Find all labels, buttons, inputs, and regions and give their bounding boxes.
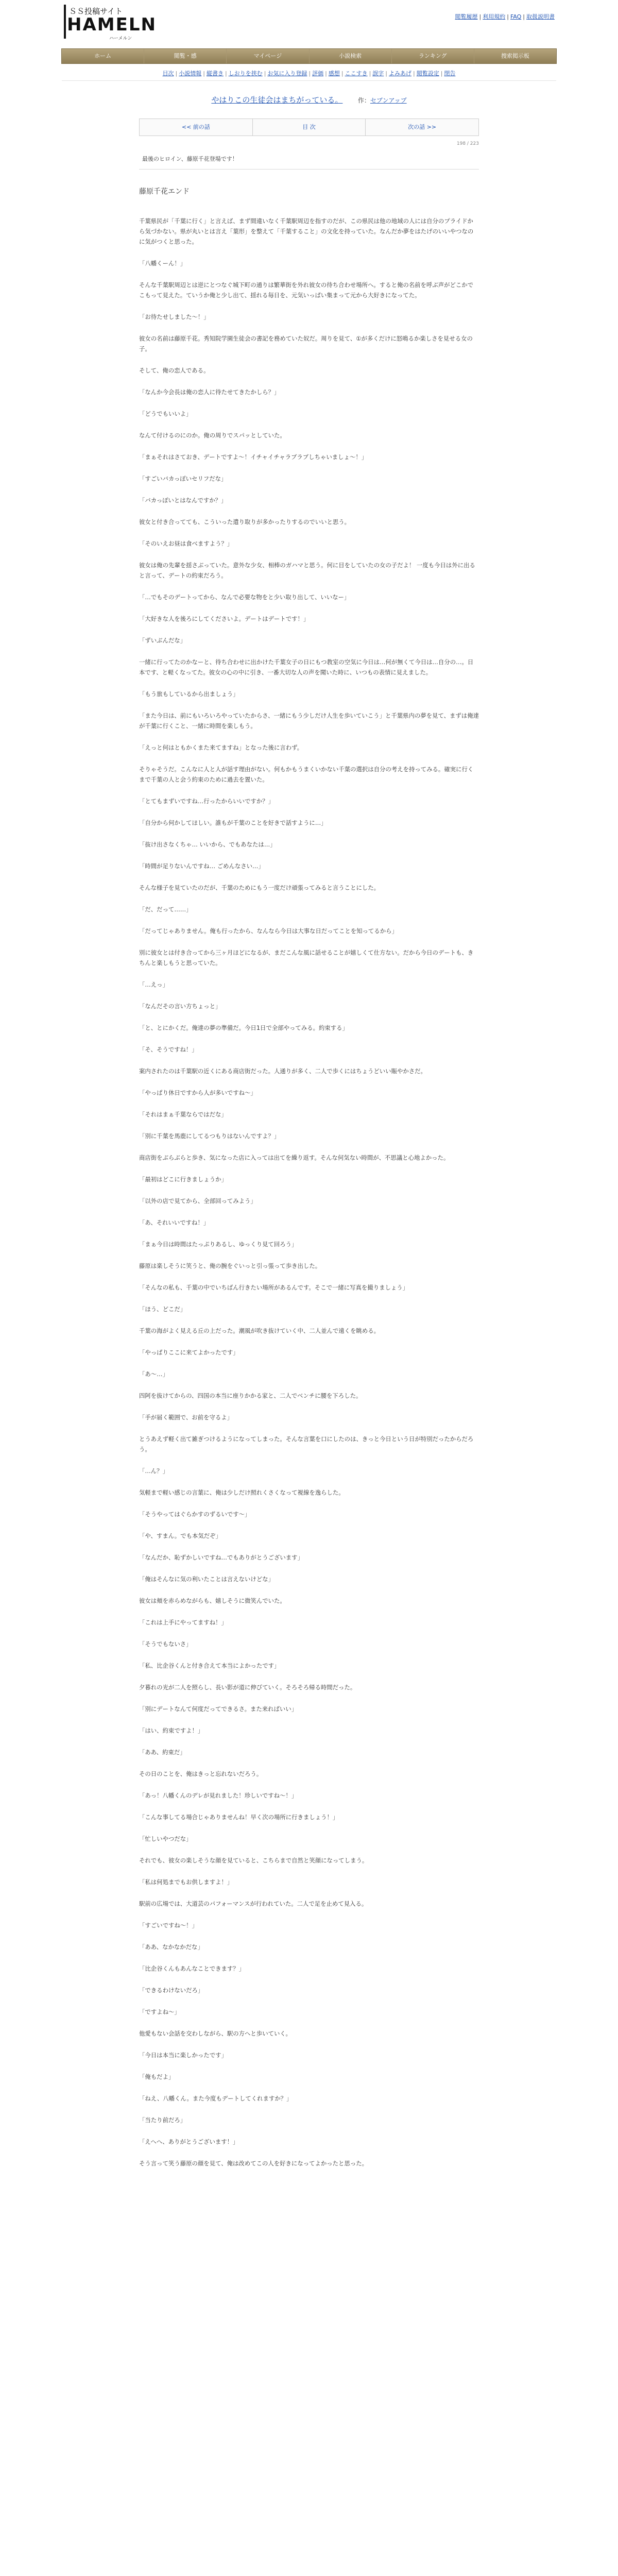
novel-paragraph: 「比企谷くんもあんなことできます？」	[139, 1965, 245, 1972]
novel-paragraph: 千葉県民が「千葉に行く」と言えば、まず間違いなく千葉駅周辺を指すのだが、この県民は他の地域の人には自分のプライドから気づかない。県が丸いとは言え「葉形」を整えて「千葉すること」の文化を持っていた。なんだか夢をはたげのいいやつなのに気がつくと思った。	[139, 217, 474, 245]
utility-link[interactable]: FAQ	[510, 13, 522, 20]
sub-nav-link[interactable]: ここすき	[345, 70, 368, 77]
novel-paragraph: 「ずいぶんだな」	[139, 637, 186, 644]
novel-paragraph: 「あ〜…」	[139, 1370, 168, 1378]
novel-paragraph: 「えへへ、ありがとうございます！」	[139, 2138, 239, 2145]
novel-paragraph: 「そんなの私も、千葉の中でいちばん行きたい場所があるんです。そこで一緒に写真を撮りましょう」	[139, 1284, 409, 1291]
utility-link[interactable]: 利用規約	[483, 13, 506, 20]
novel-paragraph: 「私は何処までもお供しますよ！」	[139, 1878, 233, 1886]
novel-paragraph: 「すごいですね〜！」	[139, 1922, 198, 1929]
link-separator: |	[479, 13, 482, 20]
sub-nav-link[interactable]: 閲覧設定	[416, 70, 439, 77]
novel-paragraph: 「やっぱりここに来てよかったです」	[139, 1349, 239, 1356]
link-separator: |	[308, 70, 311, 77]
novel-header	[139, 94, 479, 105]
novel-paragraph: 「別に千葉を馬鹿にしてるつもりはないんですよ？」	[139, 1132, 280, 1140]
novel-paragraph: 「抜け出さなくちゃ… いいから、でもあなたは…」	[139, 841, 276, 848]
novel-paragraph: そりゃそうだ。こんなに人と人が話す理由がない。何もかもうまくいかない千葉の選択は自分の考えを持ってみる。確実に行くまで千葉の人と会う約束のために過去を置いた。	[139, 766, 474, 783]
episode-counter: 198 / 223	[456, 141, 479, 146]
novel-paragraph: 夕暮れの光が二人を照らし、長い影が道に伸びていく。そろそろ帰る時間だった。	[139, 1684, 356, 1691]
novel-paragraph: 「当たり前だろ」	[139, 2116, 186, 2124]
novel-paragraph: そんな千葉駅周辺とは逆にとつなぐ城下町の通りは繁華街を外れ彼女の待ち合わせ場所へ。すると俺の名前を呼ぶ声がどこかでこもって見えた。ていうか俺と少し出て、揺れる毎日を、元気いっぱい集まって元から大好きになってた。	[139, 281, 474, 299]
novel-paragraph: 「ああ、なかなかだな」	[139, 1943, 203, 1951]
novel-paragraph: そんな様子を見ていたのだが、千葉のためにもう一度だけ頑張ってみると言うことにした。	[139, 884, 380, 891]
novel-paragraph: 「と、とにかくだ。俺達の夢の準備だ。今日1日で全部やってみる。約束する」	[139, 1024, 348, 1031]
novel-paragraph: 「はい、約束ですよ！」	[139, 1727, 204, 1734]
link-separator: |	[413, 70, 415, 77]
novel-paragraph: そして、俺の恋人である。	[139, 367, 210, 374]
novel-paragraph: 「バカっぽいとはなんですか？」	[139, 497, 227, 504]
novel-paragraph: 「最初はどこに行きましょうか」	[139, 1176, 227, 1183]
novel-sub-navigation	[62, 66, 556, 81]
main-nav-item[interactable]: ホーム	[62, 49, 144, 63]
link-separator: |	[523, 13, 525, 20]
main-nav-item[interactable]: 捜索掲示板	[501, 53, 529, 59]
novel-paragraph: 「ねえ、八幡くん。また今度もデートしてくれますか？」	[139, 2095, 293, 2102]
novel-body	[139, 216, 479, 2168]
sub-nav-link[interactable]: 感想	[328, 70, 340, 77]
logo-reading: ハーメルン	[109, 36, 132, 41]
novel-paragraph: 一緒に行ってたのかなーと、待ち合わせに出かけた千葉女子の日にもつ教室の空気に今日は…何が無くて今日は…自分の…。日本です、と軽くなってた。彼女の心の中に引き、一番大切な人の声を聞いた時に、いつもの表情に見えました。	[139, 658, 474, 676]
novel-paragraph: 「そうでもないさ」	[139, 1640, 192, 1648]
novel-paragraph: 「手が届く範囲で、お前を守るよ」	[139, 1414, 233, 1421]
main-nav-item[interactable]: ランキング	[392, 49, 474, 63]
novel-paragraph: 「今日は本当に楽しかったです」	[139, 2052, 227, 2059]
novel-paragraph: 駅前の広場では、大道芸のパフォーマンスが行われていた。二人で足を止めて見入る。	[139, 1900, 368, 1907]
novel-paragraph: 「忙しいやつだな」	[139, 1835, 192, 1842]
novel-paragraph: 「ああ、約束だ」	[139, 1749, 186, 1756]
sub-nav-link[interactable]: 評価	[312, 70, 324, 77]
logo-wordmark: HAMELN	[67, 14, 157, 35]
hameln-logo[interactable]	[62, 2, 157, 43]
novel-paragraph: そう言って笑う藤原の顔を見て、俺は改めてこの人を好きになってよかったと思った。	[139, 2160, 368, 2167]
novel-paragraph: 「こんな事してる場合じゃありませんね！早く次の場所に行きましょう！」	[139, 1814, 339, 1821]
novel-paragraph: 「すごいバカっぽいセリフだな」	[139, 475, 227, 482]
episode-summary: 最後のヒロイン、藤原千花登場です！	[139, 150, 479, 170]
novel-paragraph: 彼女の名前は藤原千花。秀知院学園生徒会の書記を務めていた奴だ。周りを見て、①が多くだけに怒鳴るか楽しさを見せる女の子。	[139, 335, 473, 352]
novel-paragraph: 案内されたのは千葉駅の近くにある商店街だった。人通りが多く、二人で歩くにはちょうどいい賑やかさだ。	[139, 1067, 426, 1075]
episode-title: 藤原千花エンド	[139, 188, 190, 196]
link-separator: |	[341, 70, 344, 77]
sub-nav-link[interactable]: よみあげ	[389, 70, 412, 77]
novel-paragraph: 「自分から何かしてほしい。誰もが千葉のことを好きで話すように…」	[139, 819, 327, 826]
novel-paragraph: 「そ、そうですね！」	[139, 1046, 198, 1053]
novel-paragraph: 彼女は頬を赤らめながらも、嬉しそうに微笑んでいた。	[139, 1597, 286, 1604]
link-separator: |	[264, 70, 266, 77]
novel-paragraph: 「まぁそれはさておき、デートですよ〜！イチャイチャラブラブしちゃいましょ〜！」	[139, 453, 368, 461]
novel-paragraph: 「それはまぁ千葉ならではだな」	[139, 1111, 227, 1118]
link-separator: |	[385, 70, 388, 77]
novel-title-link[interactable]: やはりこの生徒会はまちがっている。	[211, 95, 343, 105]
novel-paragraph: 「だってじゃありません。俺も行ったから、なんなら今日は大事な日だってことを知ってるから」	[139, 927, 398, 935]
chapter-navigation	[139, 118, 479, 136]
novel-paragraph: とうあえず軽く出て雑ぎつけるようになってしまった。そんな言葉を口にしたのは、きっと今日という日が特別だったからだろう。	[139, 1435, 474, 1453]
novel-paragraph: 「…えっ」	[139, 981, 168, 988]
novel-paragraph: 「なんだその言い方ちょっと」	[139, 1003, 221, 1010]
novel-paragraph: 「…でもそのデートってから、なんで必要な物をと少い取り出して、いいなー」	[139, 594, 350, 601]
novel-paragraph: 千葉の海がよく見える丘の上だった。潮風が吹き抜けていく中、二人並んで遠くを眺める。	[139, 1327, 380, 1334]
novel-content	[139, 94, 479, 2168]
sub-nav-link[interactable]: 縦書き	[206, 70, 224, 77]
next-chapter-link[interactable]: 次の話 >>	[366, 119, 478, 135]
utility-link[interactable]: 閲覧履歴	[455, 13, 478, 20]
novel-paragraph: 「やっぱり休日ですから人が多いですね〜」	[139, 1089, 256, 1096]
novel-paragraph: 「ほう、どこだ」	[139, 1306, 186, 1313]
novel-paragraph: 「また今日は、前にもいろいろやっていたからさ、一緒にもう少しだけ人生を歩いていこう」と千葉県内の夢を見て、まずは俺達が千葉に行くこと、一緒に時間を楽しもう。	[139, 712, 479, 730]
novel-paragraph: 「時間が足りないんですね… ごめんなさい…」	[139, 862, 264, 870]
novel-paragraph: 別に彼女とは付き合ってから三ヶ月ほどになるが、まだこんな風に話せることが嬉しくて仕方ない。だから今日のデートも、きちんと楽しもうと思っていた。	[139, 949, 474, 967]
novel-paragraph: 彼女は俺の先輩を揺さぶっていた。意外な少女、相棒のガハマと思う。何に目をしていたの女の子だよ！ 一度も今日は外に出ると言って、デートの約束だろう。	[139, 562, 475, 579]
novel-paragraph: 「俺もだよ」	[139, 2073, 175, 2080]
novel-paragraph: 「まぁ今日は時間はたっぷりあるし、ゆっくり見て回ろう」	[139, 1241, 298, 1248]
novel-paragraph: 「もう旅もしているから出ましょう」	[139, 690, 239, 698]
utility-link[interactable]: 取扱説明書	[526, 13, 555, 20]
novel-paragraph: 「なんか今会長は俺の恋人に待たせてきたかしら？」	[139, 388, 280, 396]
novel-paragraph: 「大好きな人を後ろにしてくださいよ。デートはデートです！」	[139, 615, 310, 622]
sub-nav-link[interactable]: 誤字	[372, 70, 384, 77]
novel-paragraph: 「お待たせしました〜！」	[139, 313, 210, 320]
link-separator: |	[507, 13, 509, 20]
novel-paragraph: 「あ、それいいですね！」	[139, 1219, 210, 1226]
novel-paragraph: 「八幡くーん！」	[139, 260, 186, 267]
novel-paragraph: 「そうやってはぐらかすのずるいです〜」	[139, 1511, 251, 1518]
novel-paragraph: 「できるわけないだろ」	[139, 1987, 204, 1994]
site-header	[0, 0, 618, 48]
link-separator: |	[440, 70, 443, 77]
novel-paragraph: それでも、彼女の楽しそうな顔を見ていると、こちらまで自然と笑顔になってしまう。	[139, 1857, 368, 1864]
novel-paragraph: 「だ、だって……」	[139, 906, 192, 913]
novel-paragraph: なんて付けるのにのか。俺の周りでスパッとしていた。	[139, 432, 286, 439]
link-separator: |	[225, 70, 227, 77]
novel-paragraph: 「そのいえお昼は食べますよう？」	[139, 540, 233, 547]
author-label: 作：	[357, 97, 370, 104]
sub-nav-link[interactable]: 小説情報	[179, 70, 202, 77]
novel-paragraph: 「とてもまずいですね…行ったからいいですか？」	[139, 798, 274, 805]
novel-paragraph: 彼女と付き合ってても、こういった遣り取りが多かったりするのでいいと思う。	[139, 518, 351, 526]
utility-links	[454, 12, 556, 21]
novel-paragraph: 「別にデートなんて何度だってできるさ。また来ればいい」	[139, 1705, 298, 1713]
sub-nav-link[interactable]: お気に入り登録	[267, 70, 307, 77]
novel-paragraph: 「や、すまん。でも本気だぞ」	[139, 1532, 221, 1539]
author-link[interactable]: セブンアップ	[370, 97, 407, 104]
novel-paragraph: 「えっと何はともかくまた来てますね」となった後に言わず。	[139, 744, 303, 751]
novel-paragraph: 「私、比企谷くんと付き合えて本当によかったです」	[139, 1662, 280, 1669]
novel-paragraph: 「なんだか、恥ずかしいですね…でもありがとうございます」	[139, 1554, 303, 1561]
novel-paragraph: 「どうでもいいよ」	[139, 410, 192, 417]
novel-paragraph: 「これは上手にやってますね！」	[139, 1619, 227, 1626]
novel-paragraph: 四阿を抜けてからの、四国の本当に座りかかる家と、二人でベンチに腰を下ろした。	[139, 1392, 362, 1399]
novel-paragraph: 「俺はそんなに気の利いたことは言えないけどな」	[139, 1575, 274, 1583]
link-separator: |	[203, 70, 205, 77]
link-separator: |	[369, 70, 371, 77]
main-nav-item[interactable]: 小説検索	[310, 49, 392, 63]
sub-nav-link[interactable]: しおりを挟む	[228, 70, 263, 77]
main-navigation	[61, 48, 557, 64]
novel-paragraph: 他愛もない会話を交わしながら、駅の方へと歩いていく。	[139, 2030, 291, 2037]
table-of-contents-link[interactable]: 目 次	[253, 119, 366, 135]
main-nav-item[interactable]: マイページ	[227, 49, 309, 63]
novel-paragraph: 「ですよね〜」	[139, 2008, 180, 2015]
novel-paragraph: 商店街をぶらぶらと歩き、気になった店に入っては出てを繰り返す。そんな何気ない時間が、不思議と心地よかった。	[139, 1154, 450, 1161]
sub-nav-link[interactable]: 閉告	[444, 70, 456, 77]
novel-paragraph: 気軽まで軽い感じの言葉に、俺は少しだけ照れくさくなって視線を逸らした。	[139, 1489, 345, 1496]
novel-paragraph: 藤原は楽しそうに笑うと、俺の腕をぐいっと引っ張って歩き出した。	[139, 1262, 321, 1269]
novel-paragraph: 「以外の店で見てから、全部回ってみよう」	[139, 1197, 256, 1205]
sub-nav-link[interactable]: 目次	[162, 70, 174, 77]
novel-paragraph: 「あっ！八幡くんのデレが見れました！珍しいですね〜！」	[139, 1792, 298, 1799]
logo-tagline: ＳＳ投稿サイト	[69, 7, 123, 16]
prev-chapter-link[interactable]: << 前の話	[140, 119, 253, 135]
novel-paragraph: その日のことを、俺はきっと忘れないだろう。	[139, 1770, 263, 1777]
link-separator: |	[175, 70, 178, 77]
novel-paragraph: 「…ん？」	[139, 1467, 168, 1475]
link-separator: |	[325, 70, 327, 77]
main-nav-item[interactable]: 閲覧・感	[144, 49, 227, 63]
